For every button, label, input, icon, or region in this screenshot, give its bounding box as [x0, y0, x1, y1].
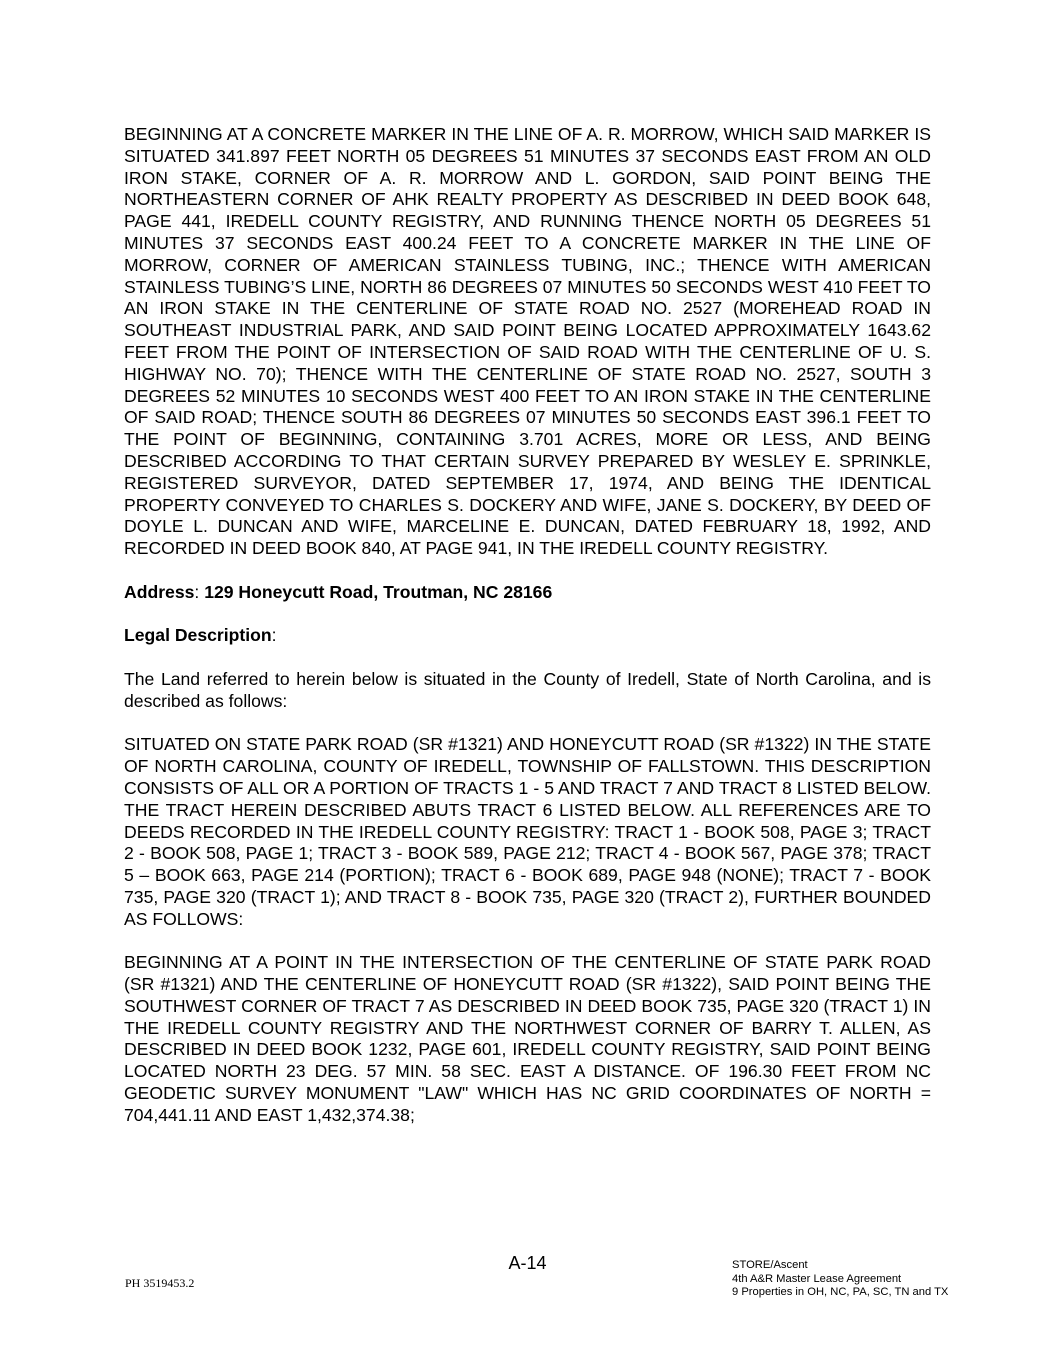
address-label: Address	[124, 581, 195, 602]
paragraph-beginning-point: BEGINNING AT A POINT IN THE INTERSECTION OF THE CENTERLINE OF STATE PARK ROAD (SR #1321) AND THE CENTERLINE OF HONEYCUTT ROAD (SR #1322), SAID POINT BEING THE SOUTHWEST CORNER OF TRACT 7 AS DESCRIBED IN DEED BOOK 735, PAGE 320 (TRACT 1) IN THE IREDELL COUNTY REGISTRY AND THE NORTHWEST CORNER OF BARRY T. ALLEN, AS DESCRIBED IN DEED BOOK 1232, PAGE 601, IREDELL COUNTY REGISTRY, SAID POINT BEING LOCATED NORTH 23 DEG. 57 MIN. 58 SEC. EAST A DISTANCE. OF 196.30 FEET FROM NC GEODETIC SURVEY MONUMENT "LAW" WHICH HAS NC GRID COORDINATES OF NORTH = 704,441.11 AND EAST 1,432,374.38;	[124, 952, 931, 1125]
document-reference: PH 3519453.2	[125, 1276, 195, 1290]
page-number: A-14	[508, 1253, 547, 1273]
footer-right-line-2: 4th A&R Master Lease Agreement	[732, 1272, 902, 1285]
footer-right-line-3: 9 Properties in OH, NC, PA, SC, TN and TX	[732, 1286, 949, 1299]
legal-description-label: Legal Description	[124, 625, 272, 646]
address-line	[124, 582, 931, 604]
paragraph-land-intro: The Land referred to herein below is situated in the County of Iredell, State of North Carolina, and is described as follows:	[124, 668, 931, 711]
document-body	[124, 124, 931, 1148]
paragraph-situated-description: SITUATED ON STATE PARK ROAD (SR #1321) AND HONEYCUTT ROAD (SR #1322) IN THE STATE OF NORTH CAROLINA, COUNTY OF IREDELL, TOWNSHIP OF FALLSTOWN. THIS DESCRIPTION CONSISTS OF ALL OR A PORTION OF TRACTS 1 - 5 AND TRACT 7 AND TRACT 8 LISTED BELOW. THE TRACT HEREIN DESCRIBED ABUTS TRACT 6 LISTED BELOW. ALL REFERENCES ARE TO DEEDS RECORDED IN THE IREDELL COUNTY REGISTRY: TRACT 1 - BOOK 508, PAGE 3; TRACT 2 - BOOK 508, PAGE 1; TRACT 3 - BOOK 589, PAGE 212; TRACT 4 - BOOK 567, PAGE 378; TRACT 5 – BOOK 663, PAGE 214 (PORTION); TRACT 6 - BOOK 689, PAGE 948 (NONE); TRACT 7 - BOOK 735, PAGE 320 (TRACT 1); AND TRACT 8 - BOOK 735, PAGE 320 (TRACT 2), FURTHER BOUNDED AS FOLLOWS:	[124, 734, 931, 929]
legal-description-separator: :	[271, 625, 277, 646]
footer-right-line-1: STORE/Ascent	[732, 1259, 808, 1271]
address-value: 129 Honeycutt Road, Troutman, NC 28166	[204, 581, 553, 602]
paragraph-first-tract-description: BEGINNING AT A CONCRETE MARKER IN THE LINE OF A. R. MORROW, WHICH SAID MARKER IS SITUATED 341.897 FEET NORTH 05 DEGREES 51 MINUTES 37 SECONDS EAST FROM AN OLD IRON STAKE, CORNER OF A. R. MORROW AND L. GORDON, SAID POINT BEING THE NORTHEASTERN CORNER OF AHK REALTY PROPERTY AS DESCRIBED IN DEED BOOK 648, PAGE 441, IREDELL COUNTY REGISTRY, AND RUNNING THENCE NORTH 05 DEGREES 51 MINUTES 37 SECONDS EAST 400.24 FEET TO A CONCRETE MARKER IN THE LINE OF MORROW, CORNER OF AMERICAN STAINLESS TUBING, INC.; THENCE WITH AMERICAN STAINLESS TUBING’S LINE, NORTH 86 DEGREES 07 MINUTES 50 SECONDS WEST 410 FEET TO AN IRON STAKE IN THE CENTERLINE OF STATE ROAD NO. 2527 (MOREHEAD ROAD IN SOUTHEAST INDUSTRIAL PARK, AND SAID POINT BEING LOCATED APPROXIMATELY 1643.62 FEET FROM THE POINT OF INTERSECTION OF SAID ROAD WITH THE CENTERLINE OF U. S. HIGHWAY NO. 70); THENCE WITH THE CENTERLINE OF STATE ROAD NO. 2527, SOUTH 3 DEGREES 52 MINUTES 10 SECONDS WEST 400 FEET TO AN IRON STAKE IN THE CENTERLINE OF SAID ROAD; THENCE SOUTH 86 DEGREES 07 MINUTES 50 SECONDS EAST 396.1 FEET TO THE POINT OF BEGINNING, CONTAINING 3.701 ACRES, MORE OR LESS, AND BEING DESCRIBED ACCORDING TO THAT CERTAIN SURVEY PREPARED BY WESLEY E. SPRINKLE, REGISTERED SURVEYOR, DATED SEPTEMBER 17, 1974, AND BEING THE IDENTICAL PROPERTY CONVEYED TO CHARLES S. DOCKERY AND WIFE, JANE S. DOCKERY, BY DEED OF DOYLE L. DUNCAN AND WIFE, MARCELINE E. DUNCAN, DATED FEBRUARY 18, 1992, AND RECORDED IN DEED BOOK 840, AT PAGE 941, IN THE IREDELL COUNTY REGISTRY.	[124, 124, 931, 559]
address-separator: :	[194, 581, 205, 602]
footer-agreement-info	[732, 1259, 948, 1300]
legal-description-heading	[124, 625, 931, 647]
